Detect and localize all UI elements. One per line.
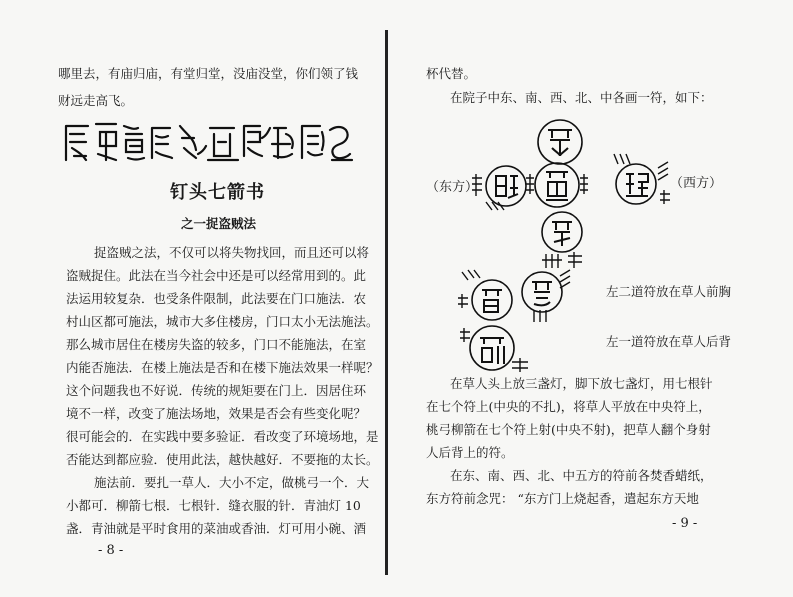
page-title: 钉头七箭书: [170, 182, 265, 203]
talisman-front-2: [512, 264, 582, 326]
talisman-calligraphy-strip: [60, 118, 360, 168]
body-line: 在草人头上放三盏灯，脚下放七盏灯，用七根针: [450, 376, 713, 391]
left-top-line: 财远走高飞。: [58, 93, 134, 108]
left-page: [0, 0, 388, 597]
talisman-west: [602, 148, 677, 218]
body-line: 施法前．要扎一草人．大小不定，做桃弓一个．大: [94, 475, 370, 490]
talisman-back: [456, 318, 536, 378]
talisman-south: [532, 202, 592, 272]
body-line: 桃弓柳箭在七个符上射(中央不射)，把草人翻个身射: [426, 422, 711, 437]
talisman-east: [470, 158, 540, 218]
body-line: 盗贼捉住。此法在当今社会中还是可以经常用到的。此: [66, 268, 367, 283]
east-label: （东方）: [426, 180, 479, 195]
right-page: [394, 0, 793, 597]
page-number: - 9 -: [672, 516, 698, 531]
book-spine: [385, 30, 388, 575]
body-line: 东方符前念咒： “东方门上烧起香，遣起东方天地: [426, 491, 699, 506]
body-line: 这个问题我也不好说．传统的规矩要在门上．因居住环: [66, 383, 367, 398]
body-line: 境不一样，改变了施法场地，效果是否会有些变化呢？: [66, 406, 367, 421]
body-line: 很可能会的．在实践中要多验证．看改变了环境场地，是: [66, 429, 379, 444]
body-line: 捉盗贼之法，不仅可以将失物找回，而且还可以将: [94, 245, 370, 260]
page-subtitle: 之一捉盗贼法: [181, 216, 257, 231]
right-top-line: 在院子中东、南、西、北、中各画一符，如下：: [450, 90, 713, 105]
body-line: 小都可．柳箭七根．七根针．缝衣服的针．青油灯 10: [66, 498, 361, 513]
body-line: 内能否施法．在楼上施法是否和在楼下施法效果一样呢？: [66, 360, 379, 375]
body-line: 法运用较复杂．也受条件限制，此法要在门口施法．农: [66, 291, 367, 306]
page-number: - 8 -: [98, 543, 124, 558]
body-line: 那么城市居住在楼房失盗的较多，门口不能施法，在室: [66, 337, 367, 352]
right-top-line: 杯代替。: [426, 66, 477, 81]
body-line: 在东、南、西、北、中五方的符前各焚香蜡纸，: [450, 468, 713, 483]
body-line: 村山区都可施法，城市大多住楼房，门口太小无法施法。: [66, 314, 379, 329]
west-label: （西方）: [670, 176, 723, 191]
body-line: 否能达到都应验．使用此法，越快越好．不要拖的太长。: [66, 452, 379, 467]
body-line: 盏．青油就是平时食用的菜油或香油．灯可用小碗、酒: [66, 521, 367, 536]
body-line: 在七个符上(中央的不扎)，将草人平放在中央符上，: [426, 399, 711, 414]
body-line: 人后背上的符。: [426, 445, 514, 460]
note-front-chest: 左二道符放在草人前胸: [606, 284, 732, 299]
note-back: 左一道符放在草人后背: [606, 334, 732, 349]
left-top-line: 哪里去，有庙归庙，有堂归堂，没庙没堂，你们领了钱: [58, 66, 359, 81]
